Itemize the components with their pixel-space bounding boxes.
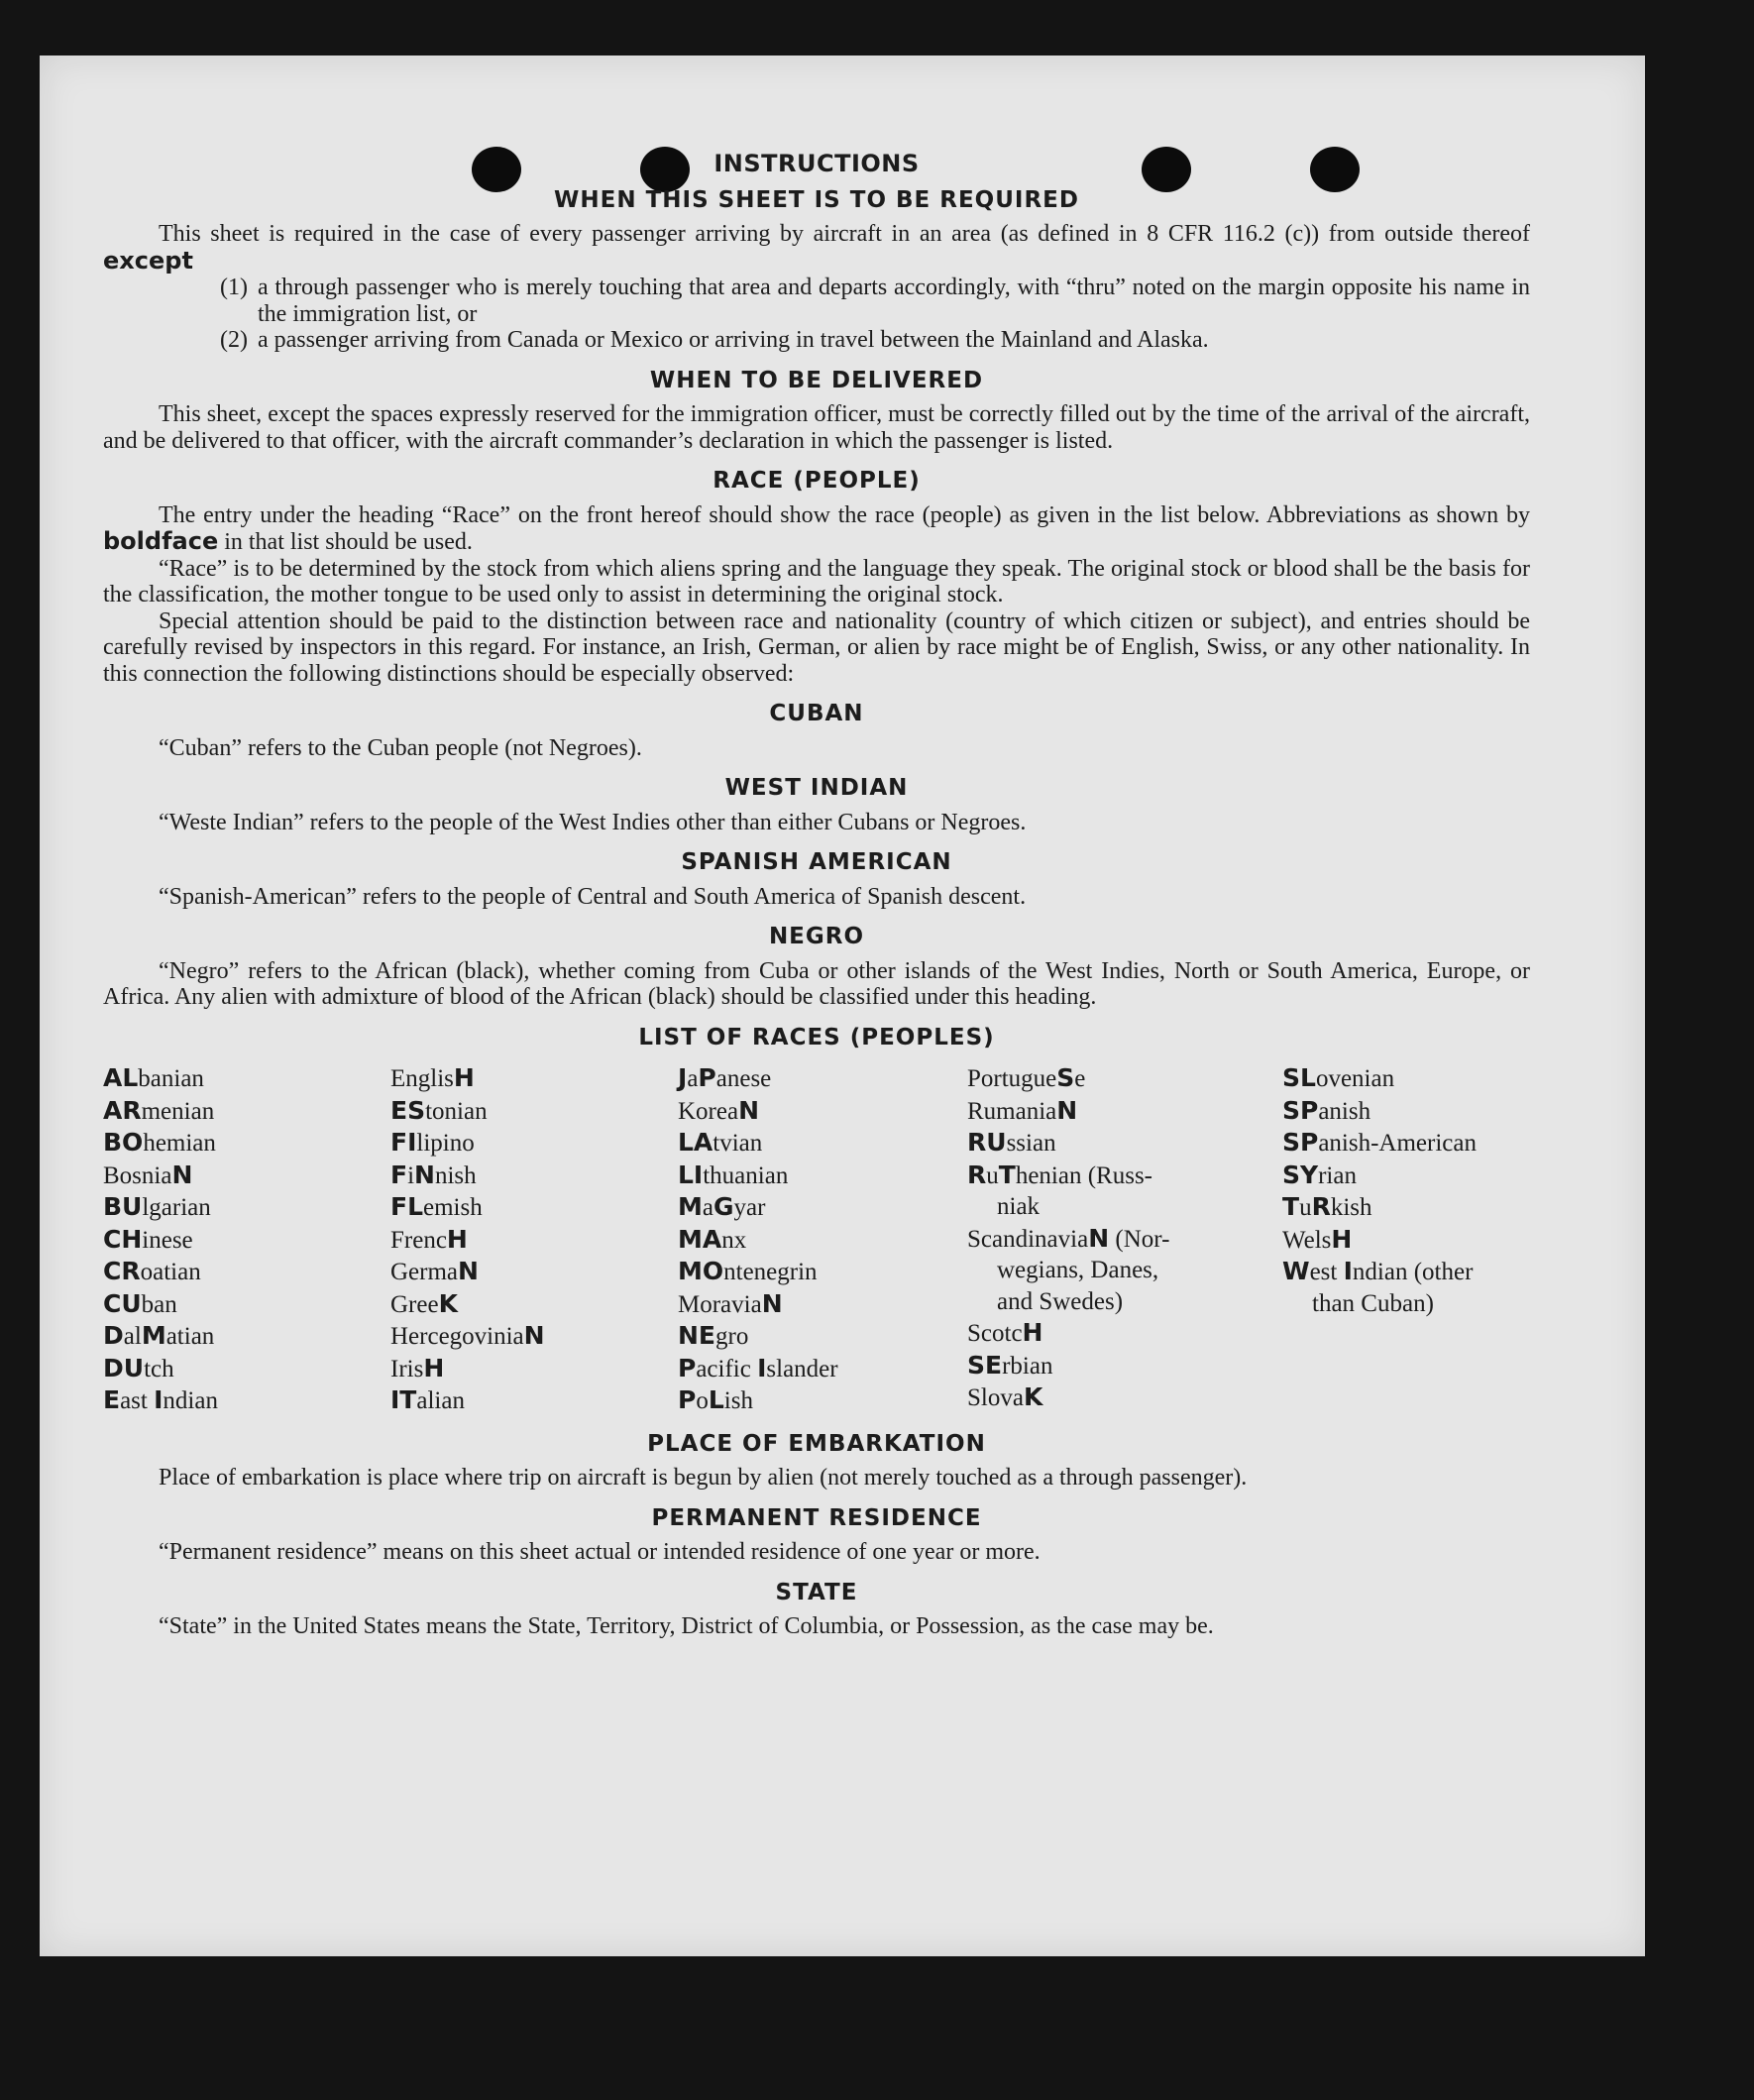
when-required-intro: This sheet is required in the case of every passenger arriving by aircraft in an area (as defined in 8 CFR 116.2 (c)) from outside thereof (159, 221, 1530, 247)
race-abbrev: RU (967, 1128, 1007, 1157)
race-entry (1282, 1224, 1530, 1257)
race-text: wegians, Danes, (997, 1257, 1159, 1283)
race-text: ast (120, 1387, 155, 1414)
race-text: (Nor- (1109, 1225, 1170, 1253)
exception-item-2 (220, 327, 1530, 354)
race-entry (678, 1062, 967, 1095)
race-abbrev: H (1022, 1318, 1043, 1347)
race-entry (678, 1224, 967, 1257)
race-text: e (1074, 1065, 1086, 1092)
heading-when-delivered: WHEN TO BE DELIVERED (649, 367, 984, 393)
race-text: a (702, 1194, 713, 1221)
race-abbrev: CU (103, 1288, 142, 1318)
paragraph-west-indian: “Weste Indian” refers to the people of the West Indies other than either Cubans or Negroes. (159, 809, 1027, 835)
race-text: acific (696, 1355, 758, 1382)
race-text: nx (721, 1226, 747, 1254)
race-text: rbian (1002, 1352, 1053, 1380)
race-abbrev: LI (678, 1160, 704, 1189)
race-abbrev: K (438, 1288, 458, 1318)
heading-cuban: CUBAN (769, 701, 864, 726)
races-column (390, 1062, 678, 1417)
heading-list-of-races: LIST OF RACES (PEOPLES) (638, 1024, 995, 1050)
race-entry (390, 1320, 678, 1353)
race-abbrev: N (414, 1160, 435, 1189)
race-abbrev: IT (390, 1385, 417, 1414)
race-entry (103, 1160, 390, 1192)
race-entry (967, 1382, 1282, 1414)
race-text: Moravia (678, 1290, 762, 1318)
race-entry (678, 1320, 967, 1353)
race-entry (103, 1062, 390, 1095)
race-entry (390, 1062, 678, 1095)
race-text: tonian (425, 1097, 488, 1125)
race-text: ish (723, 1387, 753, 1414)
race-entry (967, 1095, 1282, 1128)
race-abbrev: P (698, 1063, 716, 1092)
race-entry (1282, 1256, 1530, 1288)
race-abbrev: AR (103, 1095, 142, 1125)
race-text: anish (1318, 1097, 1371, 1125)
paragraph-state: “State” in the United States means the State, Territory, District of Columbia, or Possession, as the case may be. (159, 1613, 1214, 1639)
exception-item-1 (220, 275, 1530, 327)
race-text: Frenc (390, 1226, 447, 1254)
race-text: yar (733, 1194, 766, 1221)
paragraph-spanish-american: “Spanish-American” refers to the people of Central and South America of Spanish descent. (159, 883, 1027, 910)
race-text: kish (1330, 1194, 1372, 1221)
race-entry (1282, 1062, 1530, 1095)
race-abbrev: N (523, 1321, 545, 1350)
race-abbrev: MO (678, 1257, 724, 1285)
race-text: atian (165, 1323, 215, 1350)
race-abbrev: G (713, 1192, 734, 1221)
page-title: INSTRUCTIONS (713, 150, 920, 177)
race-entry (103, 1320, 390, 1353)
race-text: i (407, 1161, 415, 1189)
heading-spanish-american: SPANISH AMERICAN (681, 849, 952, 875)
race-abbrev: SP (1282, 1128, 1319, 1157)
race-abbrev: BU (103, 1192, 143, 1221)
race-text: niak (997, 1193, 1041, 1220)
race-text: thuanian (703, 1161, 789, 1189)
race-text: inese (142, 1226, 193, 1254)
race-abbrev: DU (103, 1353, 145, 1382)
paragraph-race-3: Special attention should be paid to the distinction between race and nationality (country of which citizen or subject), and entries should be carefully revised by inspectors in this regard. For instance, an Irish, German, or alien by race might be of English, Swiss, or any other nationality. In this connection the following distinctions should be especially observed: (103, 608, 1530, 687)
item-number: (1) (220, 275, 248, 300)
race-entry (1282, 1160, 1530, 1192)
race-text: ndian (other (1352, 1259, 1474, 1285)
race-abbrev: N (738, 1095, 760, 1125)
paragraph-race-1 (103, 502, 1530, 556)
race-entry (967, 1160, 1282, 1192)
race-abbrev: SL (1282, 1063, 1316, 1092)
race-abbrev: CH (103, 1224, 143, 1254)
race-entry (390, 1160, 678, 1192)
race-text: slander (766, 1355, 838, 1382)
race-entry (103, 1353, 390, 1385)
races-column (1282, 1062, 1530, 1417)
race-text: than Cuban) (1312, 1289, 1434, 1317)
race-abbrev: L (708, 1385, 724, 1414)
race-abbrev: NE (678, 1321, 716, 1350)
item-text: a through passenger who is merely touching that area and departs accordingly, with “thru” noted on the margin opposite his name in the immigration list, or (258, 275, 1530, 327)
race-text: nish (434, 1161, 477, 1189)
race-text: alian (416, 1387, 465, 1414)
races-column (678, 1062, 967, 1417)
paragraph-negro: “Negro” refers to the African (black), whether coming from Cuba or other islands of the West Indies, North or South America, Europe, or Africa. Any alien with admixture of blood of the African (black) should be classified under this heading. (103, 957, 1530, 1010)
race-text: Gree (390, 1290, 439, 1318)
race-abbrev: SY (1282, 1160, 1319, 1189)
race-text: Bosnia (103, 1161, 172, 1189)
race-abbrev: P (678, 1385, 697, 1414)
race-abbrev: ES (390, 1095, 426, 1125)
race-text: ssian (1006, 1130, 1056, 1157)
race-abbrev: CR (103, 1257, 141, 1285)
race-text: ntenegrin (723, 1259, 818, 1285)
race-abbrev: H (423, 1353, 445, 1382)
race-text: Scandinavia (967, 1225, 1089, 1253)
race-entry (678, 1160, 967, 1192)
item-text: a passenger arriving from Canada or Mexico or arriving in travel between the Mainland and Alaska. (258, 327, 1209, 353)
race-abbrev: N (1056, 1095, 1078, 1125)
race-abbrev: R (1311, 1192, 1331, 1221)
race-entry (967, 1062, 1282, 1095)
race-abbrev: I (757, 1353, 767, 1382)
race-entry (390, 1191, 678, 1224)
race-entry (103, 1384, 390, 1417)
race-abbrev: I (1343, 1257, 1353, 1285)
race-text: u (986, 1161, 999, 1189)
race-text: ovenian (1315, 1065, 1395, 1092)
race-entry (678, 1384, 967, 1417)
race-text: Wels (1282, 1226, 1332, 1254)
heading-negro: NEGRO (768, 924, 865, 949)
race-text: ban (141, 1290, 177, 1318)
race-entry (390, 1256, 678, 1288)
race-abbrev: H (1331, 1224, 1353, 1254)
race-entry (967, 1317, 1282, 1350)
race-text: and Swedes) (997, 1287, 1124, 1315)
race-abbrev: J (678, 1063, 688, 1092)
race-text: tch (144, 1355, 174, 1382)
race-entry (103, 1127, 390, 1160)
race-abbrev: E (103, 1385, 121, 1414)
paragraph-permanent-residence: “Permanent residence” means on this sheet actual or intended residence of one year or more. (159, 1539, 1041, 1565)
race-abbrev: H (453, 1063, 475, 1092)
race-abbrev: N (1088, 1223, 1110, 1253)
races-column (967, 1062, 1282, 1417)
heading-state: STATE (775, 1579, 858, 1605)
heading-permanent-residence: PERMANENT RESIDENCE (651, 1504, 982, 1531)
race-abbrev: F (390, 1160, 408, 1189)
instructions-content (103, 151, 1530, 1640)
race-entry (967, 1127, 1282, 1160)
paragraph-cuban: “Cuban” refers to the Cuban people (not Negroes). (159, 734, 642, 761)
race-text: rian (1318, 1161, 1357, 1189)
race-abbrev: W (1282, 1257, 1310, 1285)
paragraph-when-required (103, 221, 1530, 275)
race-text: Iris (390, 1355, 424, 1382)
races-list (103, 1062, 1530, 1417)
item-number: (2) (220, 327, 248, 353)
except-word: except (103, 246, 193, 275)
race-abbrev: BO (103, 1128, 144, 1157)
race-text: tvian (713, 1130, 763, 1157)
paragraph-when-delivered: This sheet, except the spaces expressly reserved for the immigration officer, must be correctly filled out by the time of the arrival of the aircraft, and be delivered to that officer, with the aircraft commander’s declaration in which the passenger is listed. (103, 401, 1530, 454)
race-entry (678, 1353, 967, 1385)
race-abbrev: S (1056, 1063, 1075, 1092)
race-text: henian (Russ- (1015, 1161, 1152, 1189)
race-p1-start: The entry under the heading “Race” on the front hereof should show the race (people) as given in the list below. Abbreviations as shown by (159, 501, 1530, 528)
race-text: menian (141, 1097, 215, 1125)
race-text: Portugue (967, 1065, 1057, 1092)
heading-west-indian: WEST INDIAN (724, 775, 909, 801)
race-text: ndian (163, 1387, 218, 1414)
race-entry (967, 1191, 1282, 1223)
race-text: anish-American (1318, 1130, 1477, 1157)
race-abbrev: SP (1282, 1095, 1319, 1125)
race-text: o (696, 1387, 709, 1414)
paragraph-embarkation: Place of embarkation is place where trip on aircraft is begun by alien (not merely touched as a through passenger). (159, 1465, 1248, 1491)
race-abbrev: P (678, 1353, 697, 1382)
race-abbrev: M (678, 1192, 703, 1221)
race-entry (103, 1256, 390, 1288)
race-entry (967, 1223, 1282, 1256)
race-entry (390, 1224, 678, 1257)
race-abbrev: K (1023, 1382, 1043, 1411)
race-entry (103, 1288, 390, 1321)
race-entry (678, 1288, 967, 1321)
race-entry (390, 1127, 678, 1160)
boldface-word: boldface (103, 527, 219, 555)
race-abbrev: H (446, 1224, 468, 1254)
race-text: Germa (390, 1259, 459, 1285)
race-text: Korea (678, 1097, 739, 1125)
heading-when-required: WHEN THIS SHEET IS TO BE REQUIRED (554, 186, 1079, 213)
race-abbrev: MA (678, 1224, 722, 1254)
race-entry (1282, 1127, 1530, 1160)
race-abbrev: N (458, 1257, 479, 1285)
race-entry (967, 1286, 1282, 1318)
race-entry (967, 1350, 1282, 1382)
race-abbrev: FL (390, 1192, 424, 1221)
race-text: est (1309, 1259, 1344, 1285)
race-text: Slova (967, 1384, 1024, 1411)
race-text: a (687, 1065, 699, 1092)
heading-race: RACE (PEOPLE) (713, 468, 921, 494)
race-text: emish (423, 1194, 483, 1221)
race-abbrev: T (998, 1160, 1016, 1189)
race-entry (103, 1224, 390, 1257)
race-abbrev: T (1282, 1192, 1300, 1221)
race-text: Englis (390, 1065, 454, 1092)
race-text: oatian (140, 1259, 201, 1285)
race-abbrev: N (171, 1160, 193, 1189)
race-entry (390, 1288, 678, 1321)
race-entry (678, 1191, 967, 1224)
race-entry (1282, 1095, 1530, 1128)
race-text: Hercegovinia (390, 1323, 524, 1350)
race-abbrev: AL (103, 1063, 139, 1092)
race-abbrev: I (154, 1385, 164, 1414)
race-abbrev: FI (390, 1128, 417, 1157)
race-text: banian (138, 1065, 204, 1092)
race-text: lgarian (142, 1194, 211, 1221)
races-column (103, 1062, 390, 1417)
paragraph-race-2: “Race” is to be determined by the stock from which aliens spring and the language they speak. The original stock or blood shall be the basis for the classification, the mother tongue to be used only to assist in determining the original stock. (103, 555, 1530, 608)
race-entry (1282, 1191, 1530, 1224)
race-entry (390, 1353, 678, 1385)
race-p1-end: in that list should be used. (224, 529, 473, 555)
race-entry (103, 1095, 390, 1128)
race-entry (678, 1127, 967, 1160)
race-entry (678, 1095, 967, 1128)
race-text: anese (715, 1065, 772, 1092)
race-abbrev: N (761, 1288, 783, 1318)
race-text: al (123, 1323, 142, 1350)
race-entry (390, 1095, 678, 1128)
race-text: hemian (143, 1130, 216, 1157)
race-abbrev: R (967, 1160, 987, 1189)
race-abbrev: SE (967, 1350, 1003, 1380)
race-text: u (1299, 1194, 1312, 1221)
heading-embarkation: PLACE OF EMBARKATION (647, 1430, 986, 1457)
race-text: lipino (416, 1130, 475, 1157)
race-entry (103, 1191, 390, 1224)
race-entry (967, 1255, 1282, 1286)
race-abbrev: D (103, 1321, 124, 1350)
race-entry (678, 1256, 967, 1288)
race-entry (390, 1384, 678, 1417)
race-text: gro (715, 1323, 749, 1350)
race-entry (1282, 1288, 1530, 1320)
race-abbrev: M (141, 1321, 166, 1350)
race-text: Rumania (967, 1097, 1057, 1125)
race-text: Scotc (967, 1320, 1023, 1347)
race-abbrev: LA (678, 1128, 713, 1157)
